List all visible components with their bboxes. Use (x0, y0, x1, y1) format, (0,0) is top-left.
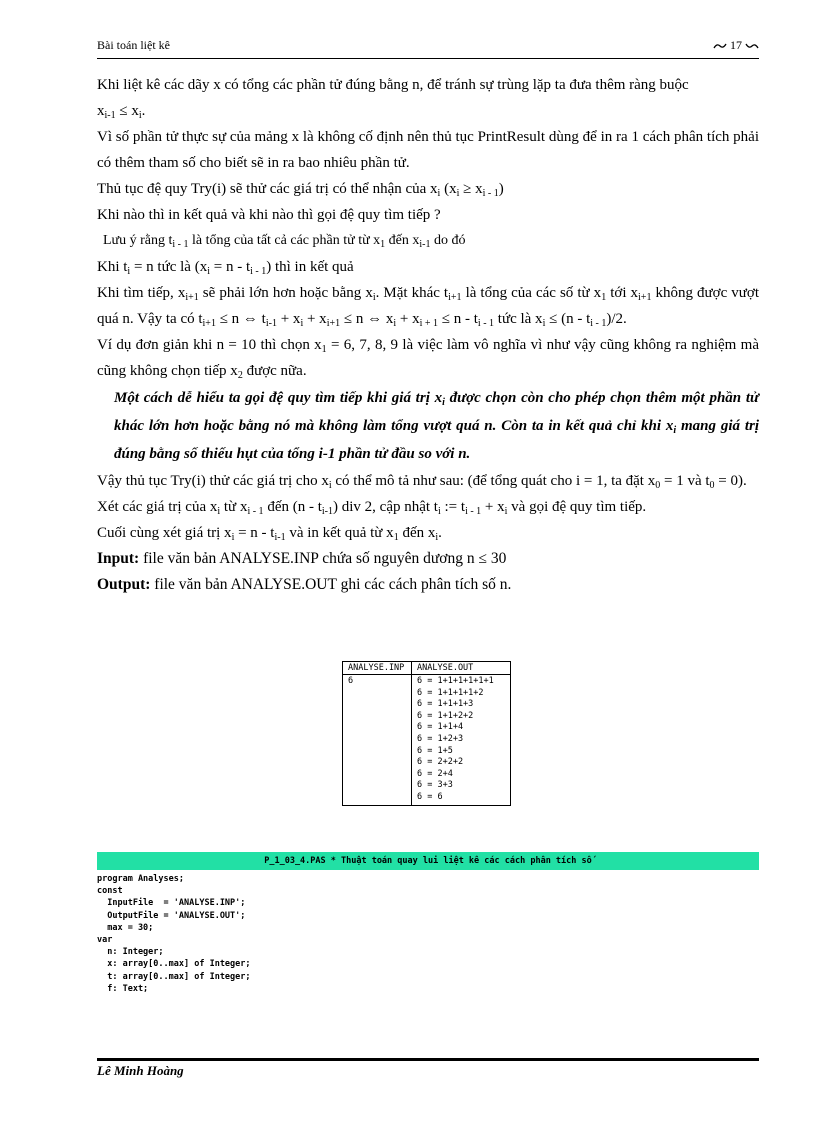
output-column-header: ANALYSE.OUT (412, 662, 511, 675)
code-listing (97, 873, 251, 995)
output-lines (412, 675, 511, 806)
input-spec: Input: file văn bản ANALYSE.INP chứa số nguyên dương n ≤ 30 (97, 550, 507, 567)
output-line: 6 = 3+3 (417, 780, 453, 791)
footer-rule (97, 1058, 759, 1061)
code-line: f: Text; (97, 983, 149, 994)
output-line: 6 = 1+1+1+3 (417, 699, 474, 710)
page-number: 17 (730, 38, 742, 52)
code-line: max = 30; (97, 922, 154, 933)
output-line: 6 = 2+4 (417, 768, 453, 779)
ornament-left-icon (713, 42, 727, 50)
footer-author: Lê Minh Hoàng (97, 1063, 184, 1078)
code-line: t: array[0..max] of Integer; (97, 971, 251, 982)
output-spec: Output: file văn bản ANALYSE.OUT ghi các cách phân tích số n. (97, 576, 512, 593)
output-line: 6 = 2+2+2 (417, 757, 464, 768)
code-line: const (97, 886, 123, 897)
code-caption: P_1_03_4.PAS * Thuật toán quay lui liệt kê các cách phân tích số (97, 852, 759, 870)
body-text (97, 72, 759, 598)
paragraph: Cuối cùng xét giá trị $x_i = n - t_{i-1}$ và in kết quả từ $x_1$ đến $x_i$. (97, 525, 442, 543)
input-value: 6 (343, 675, 412, 806)
code-line: program Analyses; (97, 874, 184, 884)
paragraph: Vì số phần tử thực sự của mảng x là không cố định nên thủ tục PrintResult dùng để in ra 1 cách phân tích phải có thêm tham số cho biết sẽ in ra bao nhiêu phần tử. (97, 129, 759, 171)
output-line: 6 = 1+1+1+1+1+1 (417, 676, 494, 686)
paragraph: Vậy thủ tục Try(i) thử các giá trị cho $x_i$ có thể mô tả như sau: (để tổng quát cho i = 1, ta đặt $x_0 = 1$ và $t_0 = 0$). (97, 473, 747, 491)
input-column-header: ANALYSE.INP (343, 662, 412, 675)
output-line: 6 = 1+5 (417, 745, 453, 756)
paragraph: $x_{i-1} \le x_i$. (97, 103, 146, 121)
output-line: 6 = 1+2+3 (417, 733, 464, 744)
io-example-table (342, 661, 511, 806)
code-line: x: array[0..max] of Integer; (97, 959, 251, 970)
paragraph: Xét các giá trị của $x_i$ từ $x_{i - 1}$ đến $(n - t_{i-1})$ div 2, cập nhật $t_i$ := $t_{i - 1} + x_i$ và gọi đệ quy tìm tiếp. (97, 499, 647, 517)
code-line: InputFile = 'ANALYSE.INP'; (97, 898, 246, 909)
paragraph: Khi liệt kê các dãy x có tổng các phần tử đúng bằng n, để tránh sự trùng lặp ta đưa thêm ràng buộc (97, 77, 689, 93)
output-line: 6 = 1+1+4 (417, 722, 464, 733)
header-title: Bài toán liệt kê (97, 38, 170, 52)
paragraph: Khi $t_i = n$ tức là $(x_i = n - t_{i - 1})$ thì in kết quả (97, 259, 354, 277)
page-header (97, 38, 759, 58)
emphasis-paragraph: Một cách dễ hiểu ta gọi đệ quy tìm tiếp khi giá trị $x_i$ được chọn còn cho phép chọn thêm một phần tử khác lớn hơn hoặc bằng nó mà không làm tổng vượt quá n. Còn ta in kết quả chỉ khi $x_i$ mang giá trị đúng bằng số thiếu hụt của tổng i-1 phần tử đầu so với n. (114, 390, 760, 462)
output-line: 6 = 6 (417, 791, 443, 802)
code-line: OutputFile = 'ANALYSE.OUT'; (97, 910, 246, 921)
header-rule (97, 58, 759, 59)
page-number-group (713, 38, 759, 53)
paragraph: Ví dụ đơn giản khi n = 10 thì chọn $x_1 = 6$, 7, 8, 9 là việc làm vô nghĩa vì như vậy cũng không ra nghiệm mà cũng không chọn tiếp $x_2$ được nữa. (97, 337, 759, 381)
ornament-right-icon (745, 42, 759, 50)
paragraph: Thủ tục đệ quy Try(i) sẽ thử các giá trị có thể nhận của $x_i$ $(x_i \ge x_{i - 1})$ (97, 181, 504, 199)
code-line: var (97, 935, 113, 946)
output-line: 6 = 1+1+1+1+2 (417, 687, 484, 698)
paragraph: Khi tìm tiếp, $x_{i+1}$ sẽ phải lớn hơn hoặc bằng $x_i$. Mặt khác $t_{i+1}$ là tổng của các số từ $x_1$ tới $x_{i+1}$ không được vượt quá n. Vậy ta có $t_{i+1} \le n$ ⇔ $t_{i-1} + x_i + x_{i+1} \le n$ ⇔ $x_i + x_{i + 1} \le n - t_{i - 1}$ tức là $x_i \le (n - t_{i - 1})/2$. (97, 285, 760, 329)
code-line: n: Integer; (97, 947, 164, 958)
paragraph: Lưu ý rằng $t_{i - 1}$ là tổng của tất cả các phần tử từ $x_1$ đến $x_{i-1}$ do đó (103, 233, 466, 250)
paragraph: Khi nào thì in kết quả và khi nào thì gọi đệ quy tìm tiếp ? (97, 207, 441, 223)
output-line: 6 = 1+1+2+2 (417, 710, 474, 721)
